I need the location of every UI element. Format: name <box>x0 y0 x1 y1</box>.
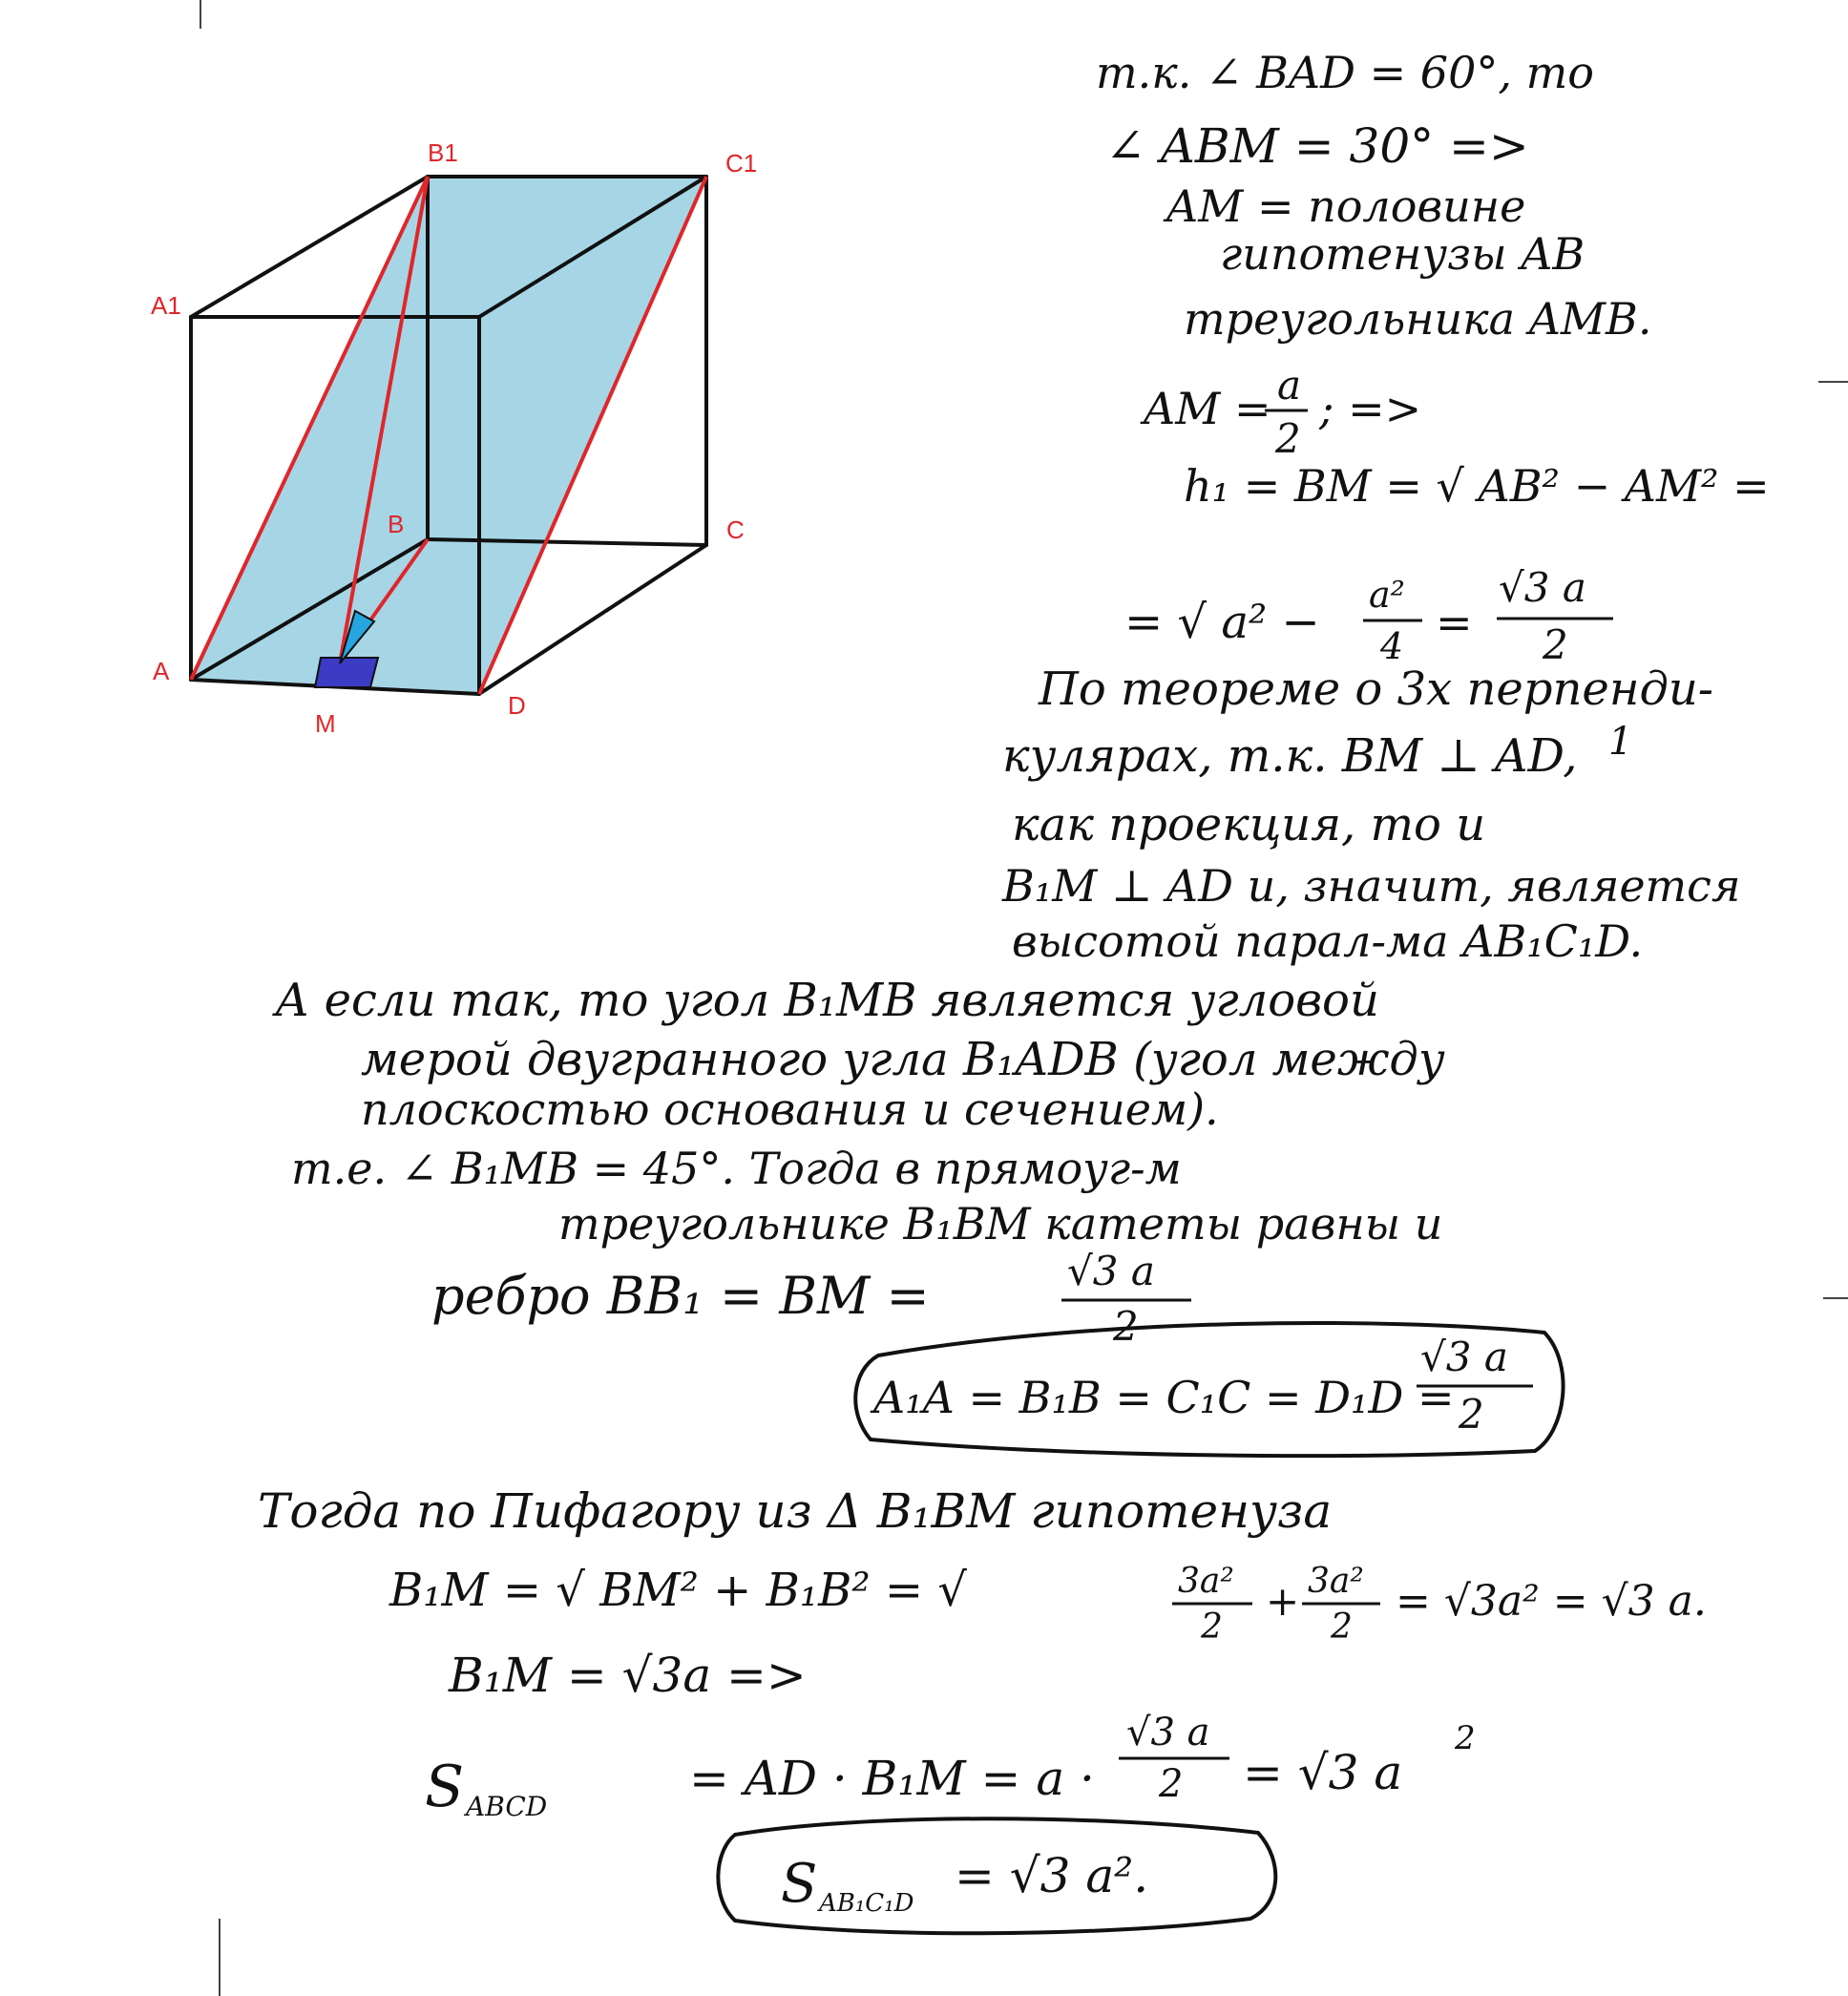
label-M: M <box>315 709 336 738</box>
svg-text:a²: a² <box>1369 574 1405 616</box>
solution-line-31-sub: AB₁C₁D <box>819 1889 914 1918</box>
solution-line-21: ребро BB₁ = BM = <box>431 1266 930 1326</box>
solution-line-28: S <box>425 1754 465 1820</box>
solution-line-1: т.к. ∠ BAD = 60°, то <box>1096 47 1594 98</box>
svg-text:2: 2 <box>1113 1303 1139 1350</box>
solution-line-16: А если так, то угол B₁MB является угловой <box>275 974 1379 1027</box>
svg-text:2: 2 <box>1159 1762 1184 1806</box>
svg-text:√3 a: √3 a <box>1420 1334 1508 1380</box>
solution-line-9: = √ a² − <box>1124 596 1320 649</box>
label-C: C <box>726 515 745 544</box>
label-A1: A1 <box>151 291 181 320</box>
solution-line-32: = √3 a². <box>955 1848 1149 1903</box>
svg-text:3a²: 3a² <box>1308 1562 1364 1601</box>
solution-line-6: AM = <box>1144 383 1271 434</box>
solution-line-17: мерой двугранного угла B₁ADB (угол между <box>361 1033 1445 1086</box>
solution-line-23: Тогда по Пифагору из Δ B₁BM гипотенуза <box>258 1483 1333 1539</box>
solution-line-25: + <box>1266 1578 1300 1625</box>
svg-text:2: 2 <box>1459 1391 1484 1438</box>
label-B1: B1 <box>428 138 458 167</box>
solution-line-3: AM = половине <box>1166 180 1526 232</box>
solution-line-11: По теореме о 3х перпенди- <box>1039 662 1713 716</box>
svg-text:√3 a: √3 a <box>1126 1711 1210 1754</box>
svg-text:4: 4 <box>1380 625 1404 667</box>
solution-line-10: = <box>1436 597 1473 648</box>
label-C1: C1 <box>725 149 758 178</box>
svg-text:√3 a: √3 a <box>1499 564 1586 611</box>
right-angle-marker <box>315 658 378 687</box>
solution-line-4: гипотенузы AB <box>1220 228 1586 280</box>
svg-text:√3 a: √3 a <box>1067 1248 1155 1294</box>
svg-text:2: 2 <box>1201 1607 1223 1647</box>
fraction-area <box>1119 1711 1229 1806</box>
solution-line-15: высотой парал-ма AB₁C₁D. <box>1012 915 1644 967</box>
solution-line-5: треугольника AMB. <box>1184 293 1652 345</box>
solution-line-30-exp: 2 <box>1455 1719 1476 1757</box>
svg-text:2: 2 <box>1331 1607 1353 1647</box>
solution-line-7: ; => <box>1319 383 1422 434</box>
solution-line-26: = √3a² = √3 a. <box>1396 1577 1707 1626</box>
label-D: D <box>508 691 526 720</box>
solution-line-19: т.е. ∠ B₁MB = 45°. Тогда в прямоуг-м <box>291 1143 1182 1194</box>
svg-text:3a²: 3a² <box>1178 1562 1234 1601</box>
solution-line-31: S <box>781 1853 818 1915</box>
fraction-sqrt3a-over-2 <box>1497 564 1613 668</box>
parallelepiped-figure <box>151 138 757 738</box>
solution-line-12: кулярах, т.к. BM ⊥ AD, <box>1002 729 1578 783</box>
solution-line-30: = √3 a <box>1243 1745 1403 1800</box>
label-A: A <box>153 657 170 685</box>
margin-one: 1 <box>1608 720 1633 764</box>
svg-text:2: 2 <box>1543 621 1568 668</box>
solution-line-2: ∠ ABM = 30° => <box>1105 118 1529 174</box>
solution-line-20: треугольнике B₁BM катеты равны и <box>558 1198 1443 1250</box>
fraction-rebro <box>1061 1248 1191 1350</box>
fraction-3a2-over-2-a <box>1172 1562 1252 1647</box>
fraction-a2-over-4 <box>1363 574 1422 667</box>
solution-line-14: B₁M ⊥ AD и, значит, является <box>1002 860 1741 912</box>
svg-text:2: 2 <box>1275 415 1301 462</box>
section-plane <box>191 177 706 694</box>
solution-line-18: плоскостью основания и сечением). <box>361 1083 1219 1135</box>
solution-line-29: = AD · B₁M = a · <box>689 1751 1095 1806</box>
solution-line-24: B₁M = √ BM² + B₁B² = √ <box>389 1564 967 1617</box>
solution-line-22: A₁A = B₁B = C₁C = D₁D = <box>873 1372 1455 1423</box>
solution-line-28-sub: ABCD <box>466 1791 548 1822</box>
fraction-3a2-over-2-b <box>1302 1562 1380 1647</box>
fraction-a-over-2 <box>1265 362 1308 462</box>
solution-line-13: как проекция, то и <box>1012 798 1486 851</box>
solution-line-27: B₁M = √3a => <box>449 1648 807 1703</box>
svg-text:a: a <box>1277 362 1302 409</box>
solution-line-8: h₁ = BM = √ AB² − AM² = <box>1184 460 1770 512</box>
label-B: B <box>388 510 405 538</box>
